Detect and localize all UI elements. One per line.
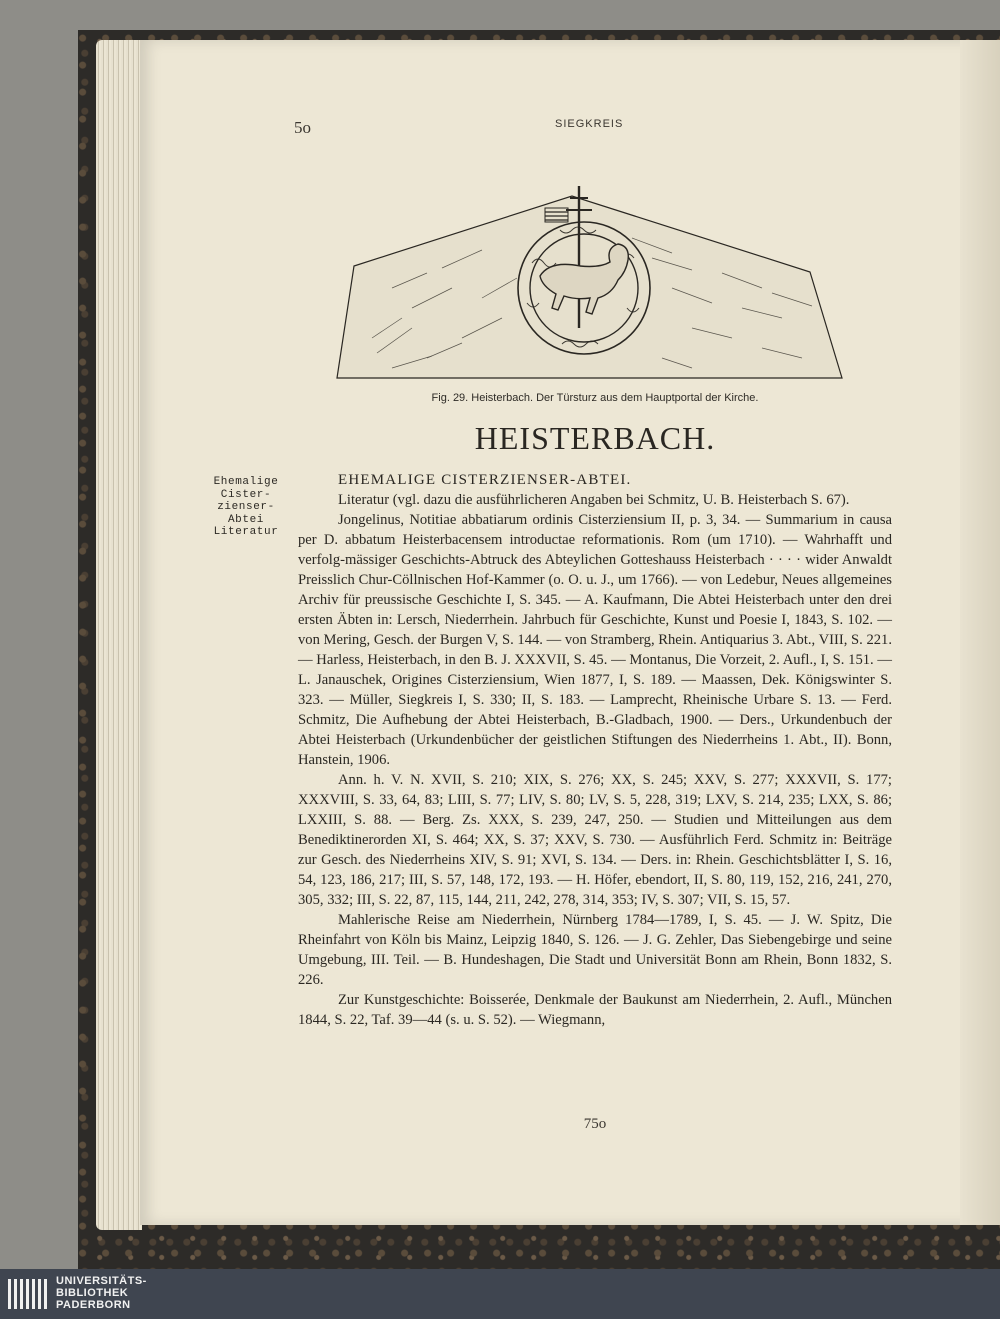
paragraph-kunstgeschichte: Zur Kunstgeschichte: Boisserée, Denkmale der Baukunst am Niederrhein, 2. Aufl., München 1844, S. 22, Taf. 39—44 (s. u. S. 52). — Wiegmann,	[298, 992, 892, 1028]
paragraph-literatur: Literatur (vgl. dazu die ausführlicheren Angaben bei Schmitz, U. B. Heisterbach S. 67).	[338, 492, 850, 508]
subheading: EHEMALIGE CISTERZIENSER-ABTEI.	[338, 472, 632, 488]
paragraph-reisen: Mahlerische Reise am Niederrhein, Nürnberg 1784—1789, I, S. 45. — J. W. Spitz, Die Rheinfahrt von Köln bis Mainz, Leipzig 1840, S. 126. — J. G. Zehler, Das Siebengebirge und seine Umgebung, III. Teil. — B. Hundeshagen, Die Stadt und Universität Bonn am Rhein, Bonn 1832, S. 226.	[298, 912, 892, 988]
paragraph-references: Jongelinus, Notitiae abbatiarum ordinis Cisterziensium II, p. 3, 34. — Summarium in causa per D. abbatum Heisterbacensem introductae reformationis. Rom (um 1710). — Wahrhafft und verfolg-mässiger Geschichts-Abtruck des Abteylichen Gotteshauss Heisterbach · · · · wider Anwaldt Preisslich Chur-Cöllnischen Hof-Kammer (o. O. u. J., um 1766). — von Ledebur, Neues allgemeines Archiv für preussische Geschichte I, S. 345. — A. Kaufmann, Die Abtei Heisterbach unter den drei ersten Äbten in: Lersch, Niederrhein. Jahrbuch für Geschichte, Kunst und Poesie I, 1843, S. 102. — von Mering, Gesch. der Burgen V, S. 144. — von Stramberg, Rhein. Antiquarius 3. Abt., VIII, S. 221. — Harless, Heisterbach, in den B. J. XXXVII, S. 45. — Montanus, Die Vorzeit, 2. Aufl., I, S. 151. — L. Janauschek, Origines Cisterziensium, Wien 1877, I, S. 189. — Maassen, Dek. Königswinter S. 323. — Müller, Siegkreis I, S. 330; II, S. 183. — Lamprecht, Rheinische Urbare S. 13. — Ferd. Schmitz, Die Aufhebung der Abtei Heisterbach, B.-Gladbach, 1900. — Ders., Urkundenbuch der Abtei Heisterbach (Urkundenbücher der geistlichen Stiftungen des Niederrheins 1. Abt., II). Bonn, Hanstein, 1906.	[298, 512, 892, 768]
lintel-figure	[332, 178, 847, 388]
body-text	[298, 470, 892, 1030]
library-name-line1: UNIVERSITÄTS-	[56, 1275, 147, 1287]
library-name-line3: PADERBORN	[56, 1299, 131, 1311]
margin-note: Ehemalige Cister- zienser- Abtei Literatur	[213, 476, 279, 538]
library-name-line2: BIBLIOTHEK	[56, 1287, 129, 1299]
header-section: SIEGKREIS	[555, 118, 624, 130]
header-page-number: 5o	[294, 118, 311, 137]
page-right-edge	[960, 40, 1000, 1225]
library-name	[56, 1275, 147, 1311]
page-stack-edge	[96, 40, 142, 1230]
paragraph-annalen: Ann. h. V. N. XVII, S. 210; XIX, S. 276; XX, S. 245; XXV, S. 277; XXXVII, S. 177; XXXVIII, S. 33, 64, 83; LIII, S. 77; LIV, S. 80; LV, S. 5, 228, 319; LXV, S. 214, 235; LXX, S. 86; LXXIII, S. 88. — Berg. Zs. XXX, S. 239, 247, 250. — Studien und Mitteilungen aus dem Benediktinerorden XI, S. 464; XX, S. 37; XXV, S. 730. — Ausführlich Ferd. Schmitz in: Beiträge zur Gesch. des Niederrheins XIV, S. 91; XVI, S. 134. — Ders. in: Rhein. Geschichtsblätter I, S. 16, 54, 123, 186, 217; III, S. 57, 148, 172, 193. — H. Höfer, ebendort, II, S. 80, 119, 152, 216, 241, 270, 305, 332; III, S. 22, 87, 115, 144, 211, 242, 278, 314, 353; IV, S. 307; VII, S. 15, 57.	[298, 772, 892, 908]
figure-caption: Fig. 29. Heisterbach. Der Türsturz aus dem Hauptportal der Kirche.	[431, 392, 759, 404]
page-title: HEISTERBACH.	[474, 420, 716, 456]
library-logo-icon	[8, 1277, 48, 1311]
library-footer	[0, 1269, 1000, 1319]
footer-page-number: 75o	[583, 1116, 607, 1132]
